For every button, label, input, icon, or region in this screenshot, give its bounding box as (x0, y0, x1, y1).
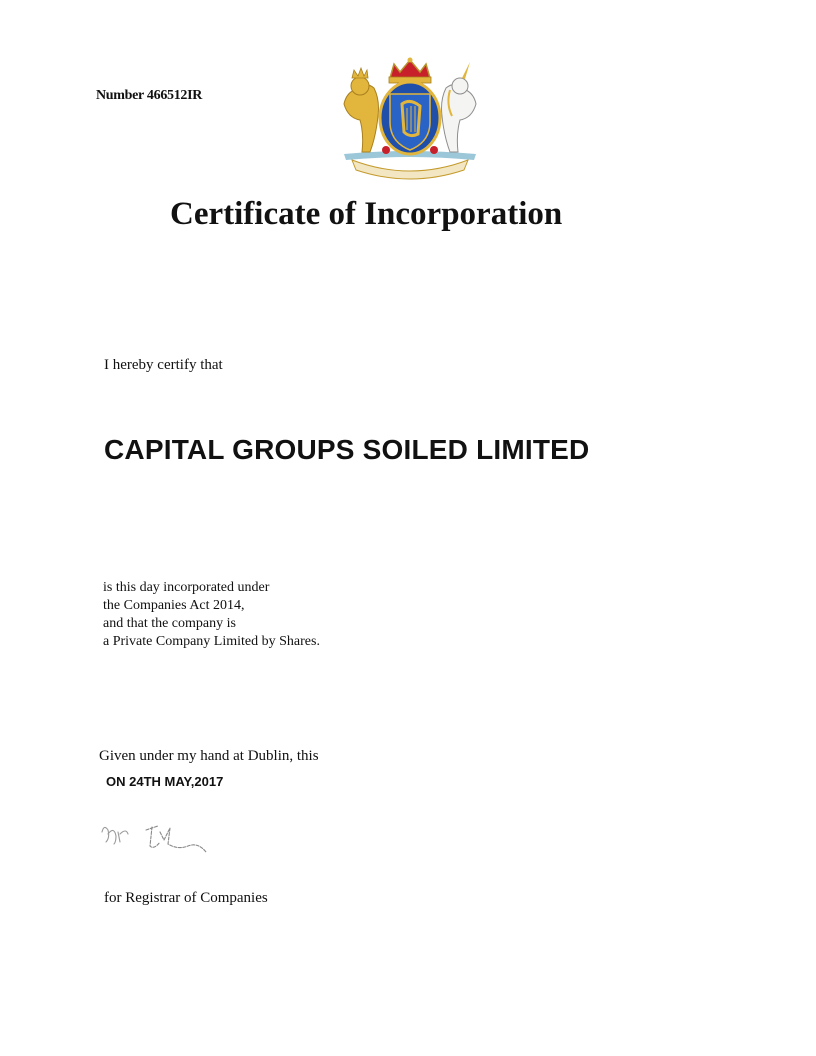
incorporation-line: is this day incorporated under (103, 580, 270, 595)
incorporation-line: and that the company is (103, 616, 236, 631)
signature-icon (98, 820, 214, 858)
incorporation-line: a Private Company Limited by Shares. (103, 634, 320, 649)
certificate-title: Certificate of Incorporation (170, 196, 563, 232)
incorporation-date: ON 24TH MAY,2017 (106, 774, 224, 789)
incorporation-line: the Companies Act 2014, (103, 598, 245, 613)
registrar-signature-label: for Registrar of Companies (104, 890, 268, 906)
certificate-number: Number 466512IR (96, 88, 203, 103)
incorporation-statement (103, 579, 320, 651)
coat-of-arms-icon (334, 56, 486, 180)
company-name: CAPITAL GROUPS SOILED LIMITED (104, 434, 590, 465)
certify-statement: I hereby certify that (104, 357, 223, 373)
given-statement: Given under my hand at Dublin, this (99, 748, 319, 764)
